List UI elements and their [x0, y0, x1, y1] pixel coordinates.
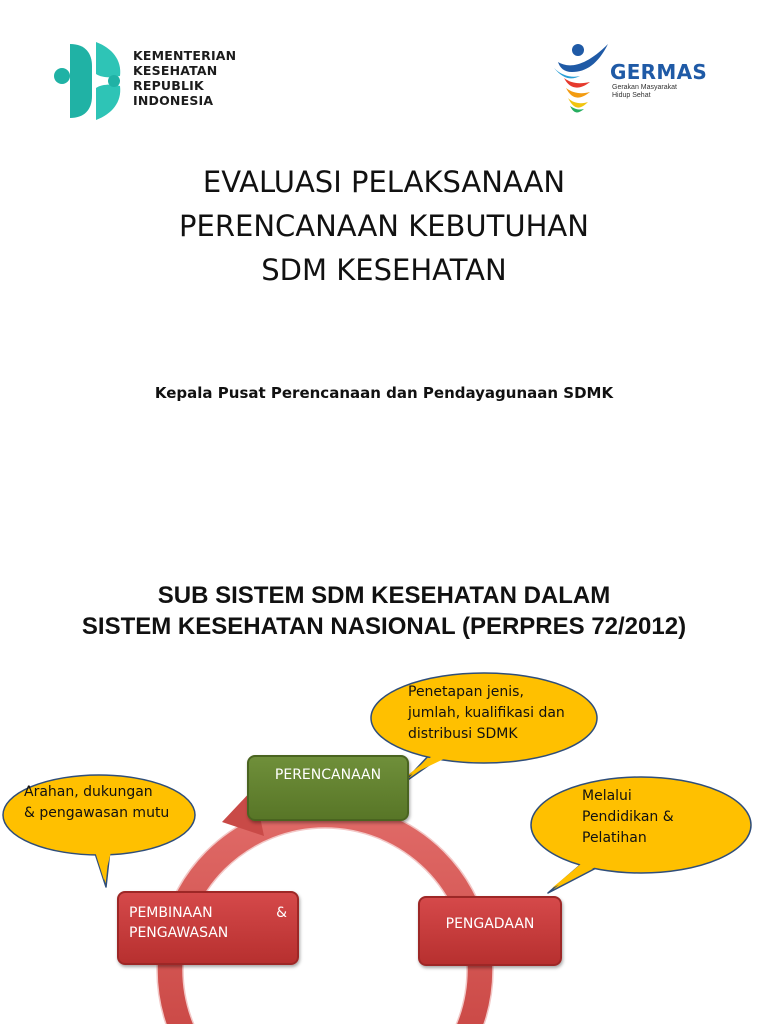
bubble-line: Pelatihan	[582, 830, 647, 846]
box-perencanaan	[247, 755, 409, 821]
bubble-line: jumlah, kualifikasi dan	[408, 705, 565, 721]
slide-title-line: PERENCANAAN KEBUTUHAN	[179, 209, 589, 243]
subsystem-title-line: SISTEM KESEHATAN NASIONAL (PERPRES 72/2012)	[81, 613, 687, 640]
bubble-line: Melalui	[582, 788, 632, 804]
kemenkes-logo-icon	[52, 38, 130, 124]
box-pengadaan-label: PENGADAAN	[445, 916, 535, 932]
germas-tagline	[612, 84, 677, 100]
kemenkes-line: INDONESIA	[133, 93, 214, 108]
germas-name: GERMAS	[610, 60, 708, 84]
germas-logo-icon	[550, 38, 614, 114]
bubble-line: Penetapan jenis,	[408, 684, 524, 700]
bubble-line: distribusi SDMK	[408, 726, 518, 742]
slide-title-line: SDM KESEHATAN	[261, 253, 507, 287]
subsystem-slide	[0, 560, 768, 1024]
kemenkes-line: KEMENTERIAN	[133, 48, 237, 63]
germas-tagline-line: Hidup Sehat	[612, 92, 651, 99]
germas-tagline-line: Gerakan Masyarakat	[612, 84, 677, 91]
kemenkes-line: KESEHATAN	[133, 63, 218, 78]
slide-subtitle: Kepala Pusat Perencanaan dan Pendayagunaan SDMK	[154, 384, 614, 402]
box-pengadaan	[418, 896, 562, 966]
bubble-melalui-text	[582, 786, 674, 849]
subsystem-title-line: SUB SISTEM SDM KESEHATAN DALAM	[157, 582, 611, 609]
box-perencanaan-label: PERENCANAAN	[274, 767, 382, 783]
bubble-penetapan-text	[408, 682, 565, 745]
bubble-line: Arahan, dukungan	[24, 784, 153, 800]
box-pembinaan-line	[129, 905, 287, 921]
box-pembinaan-word: PEMBINAAN	[129, 905, 213, 921]
bubble-line: & pengawasan mutu	[24, 805, 170, 821]
slide-title	[0, 160, 768, 292]
kemenkes-line: REPUBLIK	[133, 78, 204, 93]
box-pembinaan-amp: &	[276, 905, 287, 921]
slide-title-line: EVALUASI PELAKSANAAN	[202, 165, 566, 199]
kemenkes-logo-text	[133, 48, 236, 108]
bubble-arahan-text	[24, 782, 169, 824]
bubble-line: Pendidikan &	[582, 809, 674, 825]
box-pembinaan-pengawasan	[117, 891, 299, 965]
box-pengawasan-word: PENGAWASAN	[129, 925, 229, 941]
